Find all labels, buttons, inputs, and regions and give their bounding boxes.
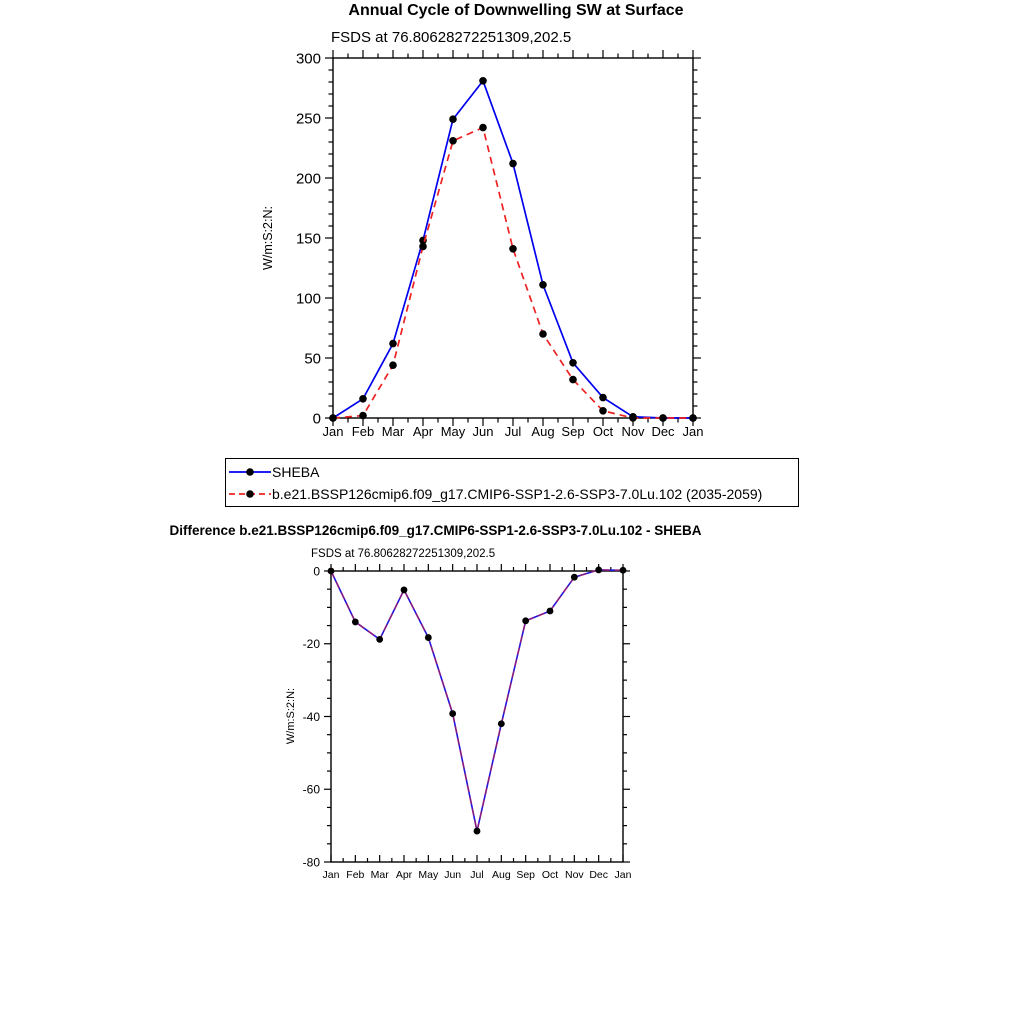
legend-sample-model-line: [228, 488, 272, 500]
x-tick-label: Apr: [395, 869, 413, 881]
y-tick-label: -60: [302, 782, 320, 797]
data-point-marker: [522, 617, 529, 624]
data-point-marker: [620, 567, 627, 574]
data-point-marker: [498, 720, 505, 727]
data-point-marker: [449, 137, 457, 145]
bottom-chart-title: Difference b.e21.BSSP126cmip6.f09_g17.CMIP6-SSP1-2.6-SSP3-7.0Lu.102 - SHEBA: [169, 523, 702, 538]
data-point-marker: [689, 414, 697, 422]
y-tick-label: 100: [295, 290, 321, 308]
legend-sample-marker: [246, 468, 254, 476]
data-point-marker: [328, 568, 335, 575]
x-tick-label: Jul: [504, 424, 522, 439]
data-point-marker: [329, 414, 337, 422]
x-tick-label: Nov: [621, 424, 645, 439]
x-tick-label: Aug: [531, 424, 555, 439]
data-point-marker: [479, 124, 487, 132]
x-tick-label: Jun: [444, 869, 462, 881]
x-tick-label: Jun: [472, 424, 494, 439]
plot-frame: [333, 58, 693, 418]
data-point-marker: [509, 160, 517, 168]
data-point-marker: [401, 587, 408, 594]
x-tick-label: Jul: [470, 869, 484, 881]
x-tick-label: Jan: [322, 424, 344, 439]
legend-row-model: [226, 483, 798, 505]
data-point-marker: [359, 395, 367, 403]
y-tick-label: 200: [295, 170, 321, 188]
x-tick-label: Oct: [541, 869, 559, 881]
y-tick-label: 50: [304, 350, 321, 368]
x-tick-label: Jan: [614, 869, 632, 881]
data-point-marker: [359, 412, 367, 420]
y-tick-label: -80: [302, 855, 320, 870]
data-point-marker: [569, 376, 577, 384]
plot-frame: [331, 571, 623, 862]
legend: [225, 458, 799, 507]
data-point-marker: [629, 414, 637, 422]
x-tick-label: Mar: [381, 424, 405, 439]
data-point-marker: [599, 407, 607, 415]
data-point-marker: [569, 359, 577, 367]
data-point-marker: [509, 245, 517, 253]
x-tick-label: Apr: [412, 424, 434, 439]
x-tick-label: May: [440, 424, 466, 439]
legend-sample-marker: [246, 490, 254, 498]
y-tick-label: -40: [302, 709, 320, 724]
x-tick-label: Jan: [322, 869, 340, 881]
top-chart-title: Annual Cycle of Downwelling SW at Surface: [348, 2, 684, 19]
top-chart-subtitle: FSDS at 76.80628272251309,202.5: [331, 29, 572, 46]
series-line-difference-overlay: [331, 570, 623, 831]
bottom-chart-y-axis-label: W/m:S:2:N:: [285, 687, 297, 745]
x-tick-label: Oct: [592, 424, 614, 439]
data-point-marker: [376, 636, 383, 643]
y-tick-label: 0: [312, 410, 321, 428]
x-tick-label: Dec: [589, 869, 609, 881]
data-point-marker: [425, 634, 432, 641]
data-point-marker: [599, 394, 607, 402]
data-point-marker: [389, 340, 397, 348]
data-point-marker: [571, 574, 578, 581]
x-tick-label: Sep: [561, 424, 585, 439]
legend-label-sheba: SHEBA: [272, 463, 320, 480]
data-point-marker: [449, 710, 456, 717]
data-point-marker: [539, 330, 547, 338]
x-tick-label: Sep: [516, 869, 536, 881]
data-point-marker: [352, 619, 359, 626]
x-tick-label: Feb: [351, 424, 375, 439]
top-chart-plot: [296, 50, 704, 439]
data-point-marker: [659, 414, 667, 422]
data-point-marker: [547, 608, 554, 615]
series-line-difference: [331, 570, 623, 831]
y-tick-label: -20: [302, 637, 320, 652]
x-tick-label: Jan: [682, 424, 704, 439]
data-point-marker: [449, 115, 457, 123]
x-tick-label: Feb: [346, 869, 365, 881]
legend-row-sheba: [226, 461, 798, 483]
y-tick-label: 250: [295, 110, 321, 128]
y-tick-label: 0: [313, 564, 320, 579]
data-point-marker: [479, 77, 487, 85]
x-tick-label: Aug: [491, 869, 511, 881]
top-chart-y-axis-label: W/m:S:2:N:: [261, 206, 275, 270]
bottom-chart-plot: [303, 564, 632, 881]
legend-label-model: b.e21.BSSP126cmip6.f09_g17.CMIP6-SSP1-2.6-SSP3-7.0Lu.102 (2035-2059): [272, 485, 763, 502]
x-tick-label: Nov: [564, 869, 584, 881]
data-point-marker: [474, 828, 481, 835]
data-point-marker: [539, 281, 547, 289]
y-tick-label: 300: [295, 50, 321, 68]
data-point-marker: [595, 567, 602, 574]
x-tick-label: Mar: [370, 869, 389, 881]
data-point-marker: [419, 243, 427, 251]
y-tick-label: 150: [295, 230, 321, 248]
legend-sample-sheba-line: [228, 466, 272, 478]
data-point-marker: [389, 361, 397, 369]
series-line-model: [333, 128, 693, 418]
x-tick-label: May: [418, 869, 439, 881]
x-tick-label: Dec: [651, 424, 675, 439]
bottom-chart-subtitle: FSDS at 76.80628272251309,202.5: [311, 548, 496, 560]
